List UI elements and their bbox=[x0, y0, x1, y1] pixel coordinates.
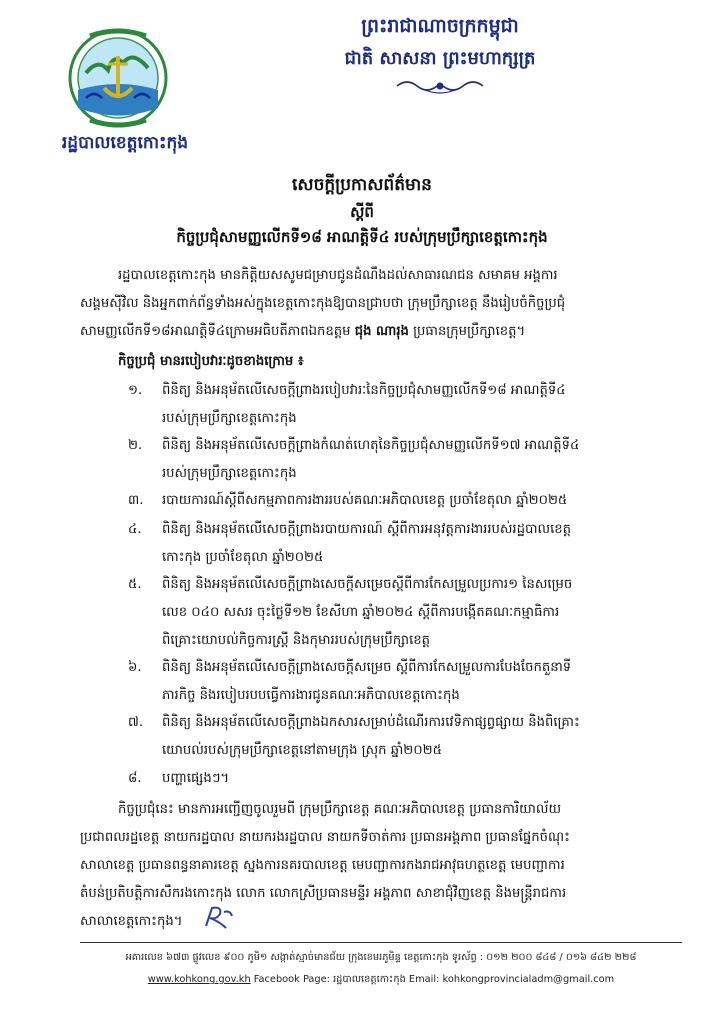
agenda-item-line: ពិនិត្យ និងអនុម័តលើសេចក្តីព្រាងឯកសារសម្រាប់ដំណើរការវេទិកាផ្សព្វផ្សាយ និងពិគ្រោះ bbox=[162, 715, 580, 730]
agenda-item-line: ពិនិត្យ និងអនុម័តលើសេចក្តីព្រាងរបៀបវារៈនៃកិច្ចប្រជុំសាមញ្ញលើកទី១៨ អាណត្តិទី៤ bbox=[162, 383, 566, 398]
ornament-divider-icon bbox=[395, 76, 485, 96]
agenda-item-number: ៧. bbox=[128, 715, 144, 730]
intro-line-3-start: សាមញ្ញលើកទី១៨អាណត្តិទី៤ក្រោមអធិបតីភាពឯកឧត្តម bbox=[80, 324, 355, 339]
agenda-item-line: ពិនិត្យ និងអនុម័តលើសេចក្តីព្រាងសេចក្តីសម្រេចស្តីពីការកែសម្រួលប្រការ១ នៃសម្រេច bbox=[162, 577, 573, 592]
agenda-heading: កិច្ចប្រជុំ មានរបៀបវារៈដូចខាងក្រោម ៖ bbox=[118, 354, 304, 369]
agenda-item-number: ៥. bbox=[128, 577, 142, 592]
kingdom-heading: ព្រះរាជាណាចក្រកម្ពុជា bbox=[361, 15, 519, 37]
agenda-item-line: របស់ក្រុមប្រឹក្សាខេត្តកោះកុង bbox=[162, 466, 297, 481]
agenda-item-number: ៨. bbox=[128, 771, 142, 786]
agency-name: រដ្ឋបាលខេត្តកោះកុង bbox=[61, 133, 189, 153]
agenda-item-number: ៤. bbox=[128, 522, 142, 537]
closing-line-2: ប្រជាពលរដ្ឋខេត្ត នាយករដ្ឋបាល នាយករងរដ្ឋបាល នាយកទីចាត់ការ ប្រធានអង្គភាព ប្រធានផ្នែកចំណុះ bbox=[80, 830, 570, 845]
agenda-item-number: ៣. bbox=[128, 493, 144, 508]
closing-line-3: សាលាខេត្ត ប្រធានពន្ធនាគារខេត្ត ស្នងការនគរបាលខេត្ត មេបញ្ជាការកងរាជអាវុធហត្ថខេត្ត មេបញ្ជាការ bbox=[80, 858, 565, 873]
agenda-item-line: ពិគ្រោះយោបល់កិច្ចការស្ត្រី និងកុមាររបស់ក្រុមប្រឹក្សាខេត្ត bbox=[162, 633, 431, 648]
agenda-item-line: ភារកិច្ច និងរបៀបរបបធ្វើការងារជូនគណៈអភិបាលខេត្តកោះកុង bbox=[162, 688, 460, 703]
email-label: Email: bbox=[408, 974, 440, 985]
agenda-item-line: របស់ក្រុមប្រឹក្សាខេត្តកោះកុង bbox=[162, 411, 297, 426]
agenda-item-line: ពិនិត្យ និងអនុម័តលើសេចក្តីព្រាងសេចក្តីសម្រេច ស្តីពីការកែសម្រួលការបែងចែកតួនាទី bbox=[162, 660, 572, 675]
website-link[interactable]: www.kohkong.gov.kh bbox=[147, 974, 251, 985]
footer-contacts bbox=[80, 972, 682, 987]
agenda-item-number: ៦. bbox=[128, 660, 142, 675]
agenda-item-line: របាយការណ៍ស្តីពីសកម្មភាពការងាររបស់គណៈអភិបាលខេត្ត ប្រចាំខែតុលា ឆ្នាំ២០២៥ bbox=[162, 493, 568, 508]
closing-line-5: សាលាខេត្តកោះកុង។ bbox=[80, 914, 183, 929]
agenda-item-line: លេខ ០៤០ សសរ ចុះថ្ងៃទី១២ ខែសីហា ឆ្នាំ២០២៤ ស្តីពីការបង្កើតគណៈកម្មាធិការ bbox=[162, 605, 560, 620]
footer-divider bbox=[80, 942, 682, 943]
agenda-item-line: យោបល់របស់ក្រុមប្រឹក្សាខេត្តនៅតាមក្រុង ស្រុក ឆ្នាំ២០២៥ bbox=[162, 743, 442, 758]
koh-kong-province-logo bbox=[68, 28, 168, 128]
initials-signature bbox=[202, 904, 236, 932]
agenda-item-number: ១. bbox=[128, 383, 143, 398]
agenda-item-line: បញ្ហាផ្សេងៗ។ bbox=[162, 771, 230, 786]
agenda-item-number: ២. bbox=[128, 438, 143, 453]
email-address[interactable]: kohkongprovincialadm@gmail.com bbox=[442, 974, 615, 985]
chair-name: ជុង ណារុង bbox=[354, 324, 409, 339]
intro-line-3 bbox=[80, 322, 680, 342]
intro-line-1: រដ្ឋបាលខេត្តកោះកុង មានកិត្តិយសសូមជម្រាបជូនដំណឹងដល់សាធារណជន សមាគម អង្គការ bbox=[118, 268, 558, 283]
agenda-item-line: កោះកុង ប្រចាំខែតុលា ឆ្នាំ២០២៥ bbox=[162, 550, 324, 565]
document-subject: កិច្ចប្រជុំសាមញ្ញលើកទី១៨ អាណត្តិទី៤ របស់ក្រុមប្រឹក្សាខេត្តកោះកុង bbox=[176, 228, 548, 246]
closing-line-4: តំបន់ប្រតិបត្តិការសឹករងកោះកុង លោក លោកស្រីប្រធានមន្ទីរ អង្គភាព សាខាជុំវិញខេត្ត និងមន្ត្រីរាជការ bbox=[80, 886, 567, 901]
agenda-item-line: ពិនិត្យ និងអនុម័តលើសេចក្តីព្រាងរបាយការណ៍ ស្តីពីការអនុវត្តការងាររបស់រដ្ឋបាលខេត្ត bbox=[162, 522, 572, 537]
intro-line-2: សង្គមស៊ីវិល និងអ្នកពាក់ព័ន្ធទាំងអស់ក្នុងខេត្តកោះកុងឱ្យបានជ្រាបថា ក្រុមប្រឹក្សាខេត្ត នឹងរៀបចំកិច្ចប្រជុំ bbox=[80, 296, 566, 311]
document-subtitle-about: ស្តីពី bbox=[350, 203, 374, 221]
footer-address: អគារលេខ ៦៧៣ ផ្លូវលេខ ៩០០ ភូមិ១ សង្កាត់ស្មាច់មានជ័យ ក្រុងខេមរភូមិន្ទ ខេត្តកោះកុង ទូរស័ព្ទ : ០១២ ២០០ ៨៤៨ / ០១៦ ៨៤២ ២២៨ bbox=[125, 952, 637, 963]
facebook-page-label: Facebook Page: រដ្ឋបាលខេត្តកោះកុង bbox=[253, 974, 406, 985]
document-title: សេចក្តីប្រកាសព័ត៌មាន bbox=[292, 175, 432, 195]
national-motto: ជាតិ សាសនា ព្រះមហាក្សត្រ bbox=[344, 48, 536, 69]
closing-line-1: កិច្ចប្រជុំនេះ មានការអញ្ជើញចូលរួមពី ក្រុមប្រឹក្សាខេត្ត គណៈអភិបាលខេត្ត ប្រធានការិយាល័យ bbox=[118, 802, 562, 817]
agenda-item-line: ពិនិត្យ និងអនុម័តលើសេចក្តីព្រាងកំណត់ហេតុនៃកិច្ចប្រជុំសាមញ្ញលើកទី១៧ អាណត្តិទី៤ bbox=[162, 438, 580, 453]
intro-line-3-end: ប្រធានក្រុមប្រឹក្សាខេត្ត។ bbox=[408, 324, 526, 339]
